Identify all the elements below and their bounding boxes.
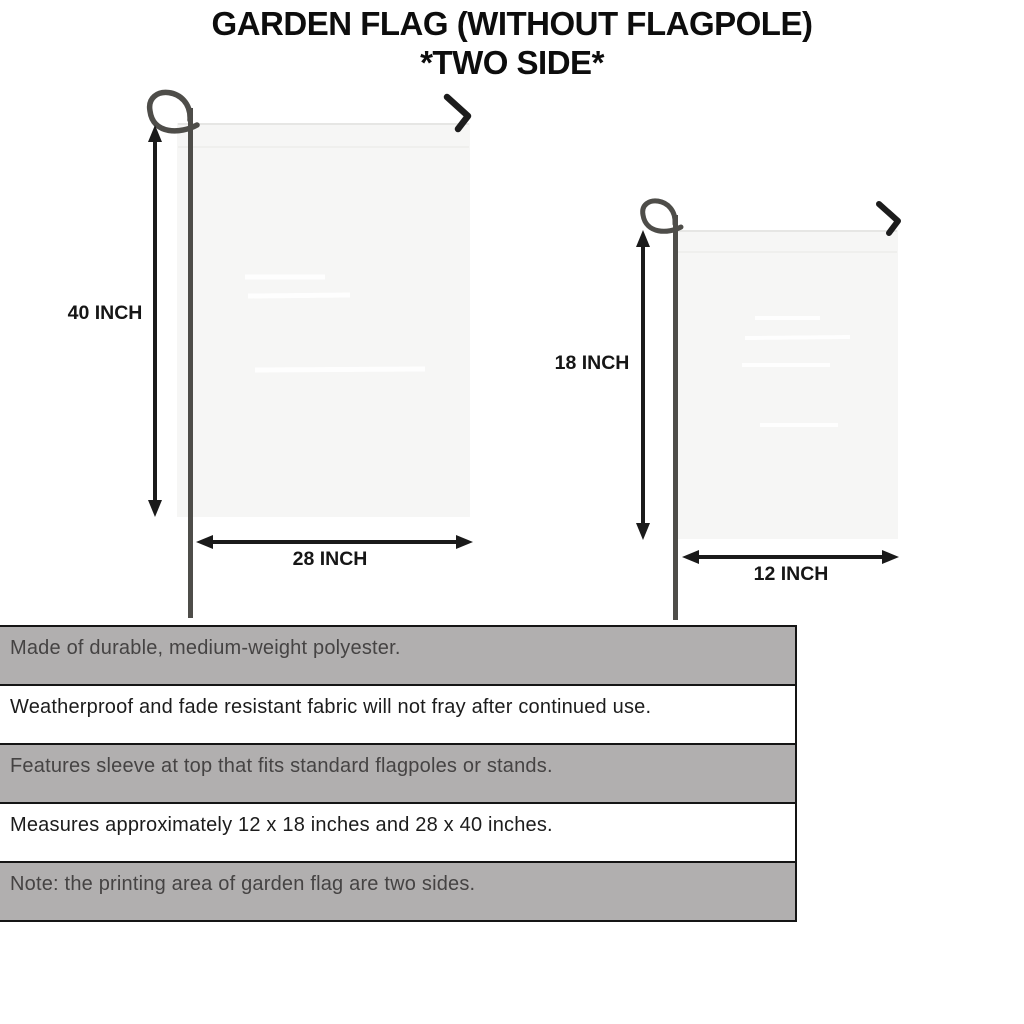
small-flag-preview — [677, 230, 898, 539]
large-flag-group — [148, 92, 473, 618]
feature-row — [0, 627, 795, 684]
large-flag-preview — [177, 123, 470, 517]
small-flag-group — [636, 201, 899, 620]
large-flag-width-label: 28 INCH — [292, 548, 368, 570]
feature-list — [0, 625, 797, 922]
feature-text: Measures approximately 12 x 18 inches and 28 x 40 inches. — [10, 814, 553, 836]
small-clip-hook-icon — [879, 204, 898, 233]
feature-text: Features sleeve at top that fits standard flagpoles or stands. — [10, 755, 553, 777]
small-flag-height-label: 18 INCH — [554, 352, 630, 374]
page-title: GARDEN FLAG (WITHOUT FLAGPOLE) — [211, 5, 813, 42]
page-subtitle: *TWO SIDE* — [420, 44, 604, 81]
feature-row — [0, 861, 795, 920]
feature-row — [0, 743, 795, 802]
feature-text: Made of durable, medium-weight polyester. — [10, 637, 401, 659]
small-flag-width-label: 12 INCH — [753, 563, 829, 585]
feature-row — [0, 684, 795, 743]
large-flag-height-label: 40 INCH — [67, 302, 143, 324]
feature-text: Weatherproof and fade resistant fabric will not fray after continued use. — [10, 696, 652, 718]
large-width-arrow — [196, 535, 473, 549]
small-width-arrow — [682, 550, 899, 564]
feature-row — [0, 802, 795, 861]
feature-text: Note: the printing area of garden flag are two sides. — [10, 873, 476, 895]
small-height-arrow — [636, 230, 650, 540]
